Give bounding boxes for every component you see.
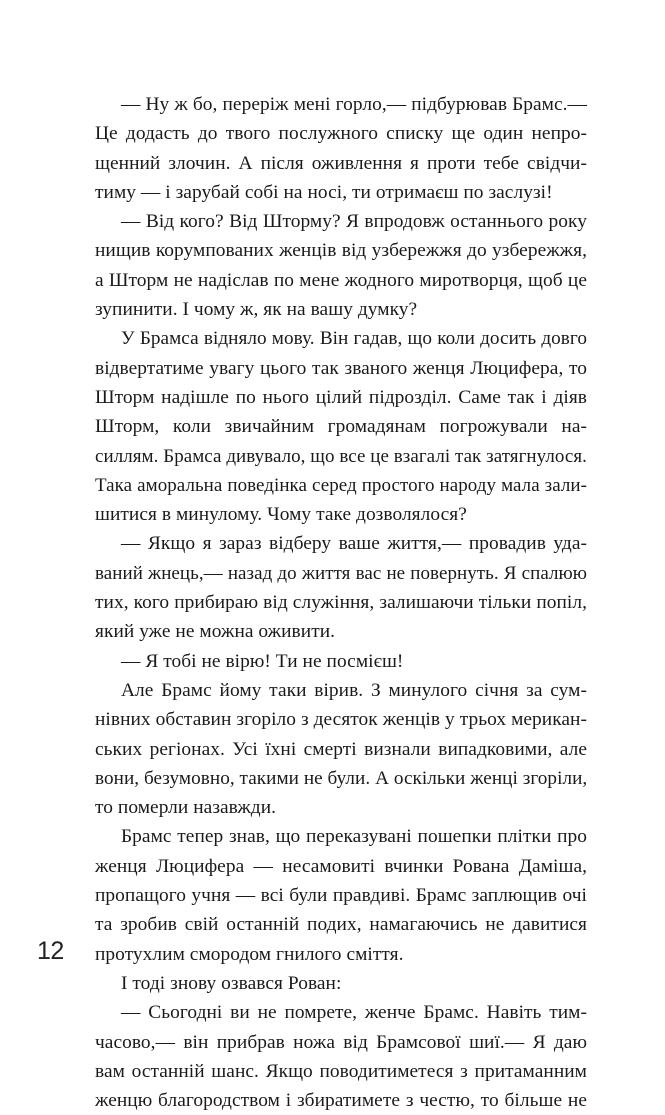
text-line: У Брамса відняло мову. Він гадав, що коли досить довго <box>121 328 587 350</box>
text-line: пропащого учня — всі були правдиві. Брамс заплющив очі <box>95 885 587 907</box>
text-line: Така аморальна поведінка серед простого народу мала зали- <box>95 474 587 496</box>
text-line: — Ну ж бо, переріж мені горло,— підбурював Брамс.— <box>121 94 587 115</box>
text-line: нищив корумпованих женців від узбережжя до узбережжя, <box>95 240 587 262</box>
text-line: зупинити. І чому ж, як на вашу думку? <box>95 299 418 321</box>
text-line: вам останній шанс. Якщо поводитиметеся з притаманним <box>95 1060 587 1082</box>
text-line: — Якщо я зараз відберу ваше життя,— провадив уда- <box>121 533 587 555</box>
text-line: ваний жнець,— назад до життя вас не повернуть. Я спалюю <box>95 562 587 584</box>
text-line: Але Брамс йому таки вірив. З минулого січня за сум- <box>121 679 587 701</box>
text-line: — Я тобі не вірю! Ти не посмієш! <box>121 650 404 672</box>
text-line: Брамс тепер знав, що переказувані пошепки плітки про <box>121 826 587 848</box>
text-line: ських регіонах. Усі їхні смерті визнали випадковими, але <box>95 738 587 760</box>
text-line: женцю благородством і збиратимете з честю, то більше не <box>95 1090 587 1112</box>
text-line: який уже не можна оживити. <box>95 621 336 643</box>
text-line: та зробив свій останній подих, намагаючись не давитися <box>95 914 587 936</box>
text-line: Це додасть до твого послужного списку ще один непро- <box>95 123 587 145</box>
text-line: нівних обставин згоріло з десяток женців у трьох мерикан- <box>95 709 587 731</box>
text-line: часово,— він прибрав ножа від Брамсової шиї.— Я даю <box>95 1031 587 1053</box>
text-line: І тоді знову озвався Рован: <box>121 972 342 994</box>
text-line: вони, безумовно, такими не були. А оскільки женці згоріли, <box>95 767 588 789</box>
text-line: — Сьогодні ви не помрете, женче Брамс. Навіть тим- <box>121 1002 587 1024</box>
text-line: тиму — і зарубай собі на носі, ти отримаєш по заслузі! <box>95 181 553 203</box>
text-line: Шторм, коли звичайним громадянам погрожували на- <box>95 416 587 438</box>
text-line: щенний злочин. А після оживлення я проти тебе свідчи- <box>95 152 587 174</box>
text-line: відвертатиме увагу цього так званого женця Люцифера, то <box>95 357 587 379</box>
page-text-block <box>95 90 587 1115</box>
text-line: силлям. Брамса дивувало, що все це взагалі так затягнулося. <box>95 445 587 467</box>
text-line: а Шторм не надіслав по мене жодного миротворця, щоб це <box>95 269 587 291</box>
text-line: то померли назавжди. <box>95 797 277 819</box>
text-line: тих, кого прибираю від служіння, залишаючи тільки попіл, <box>95 592 587 614</box>
page-number: 12 <box>37 937 64 965</box>
text-line: Шторм надішле по нього цілий підрозділ. Саме так і діяв <box>95 386 587 408</box>
text-line: — Від кого? Від Шторму? Я впродовж останнього року <box>121 211 587 233</box>
text-line: женця Люцифера — несамовиті вчинки Рована Даміша, <box>95 855 587 877</box>
text-line: протухлим смородом гнилого сміття. <box>95 943 404 965</box>
text-line: шитися в минулому. Чому таке дозволялося? <box>95 504 467 526</box>
